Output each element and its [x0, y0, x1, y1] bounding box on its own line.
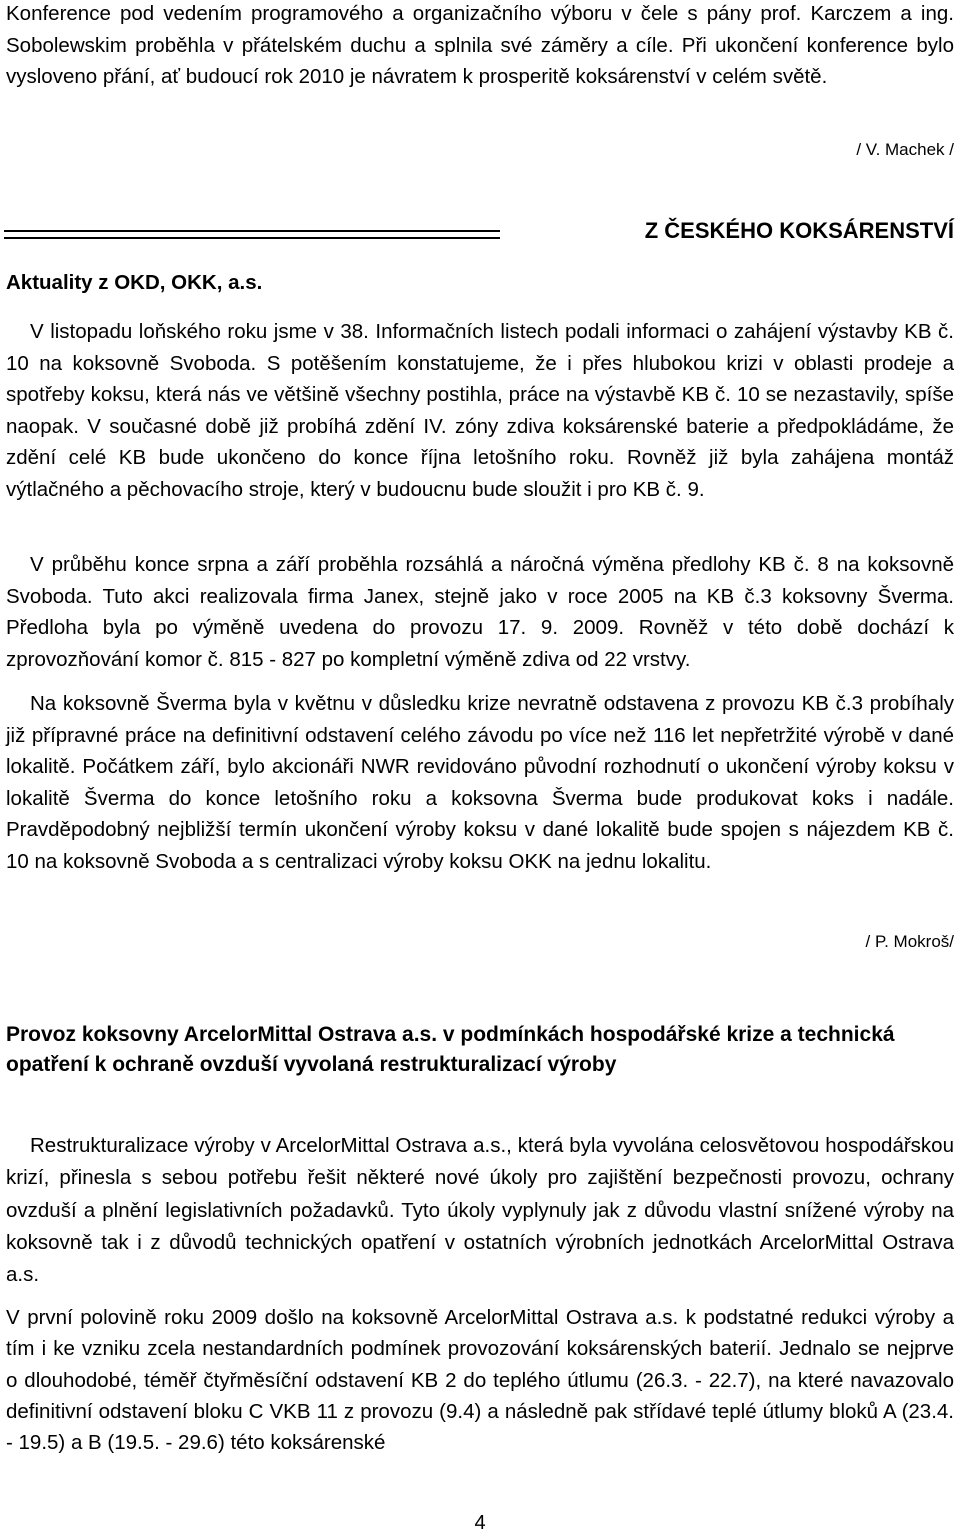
news-text-3: Na koksovně Šverma byla v květnu v důsledku krize nevratně odstavena z provozu KB č.3 probíhaly již přípravné práce na definitivní odstavení celého závodu po více než 116 let nepřetržité výrobě v dané lokalitě. Počátkem září, bylo akcionáři NWR revidováno původní rozhodnutí o ukončení výroby koksu v lokalitě Šverma do konce letošního roku a koksovna Šverma bude produkovat koks i nadále. Pravděpodobný nejbližší termín ukončení výroby koksu v dané lokalitě bude spojen s nájezdem KB č. 10 na koksovně Svoboda a s centralizaci výroby koksu OKK na jednu lokalitu.	[6, 692, 954, 873]
news-paragraph-2	[6, 549, 954, 675]
article-title: Provoz koksovny ArcelorMittal Ostrava a.s. v podmínkách hospodářské krize a technická opatření k ochraně ovzduší vyvolaná restrukturalizací výroby	[6, 1023, 895, 1076]
section-divider-top	[4, 230, 500, 232]
intro-signature: / V. Machek /	[856, 140, 954, 159]
page-number: 4	[474, 1512, 486, 1534]
section-subtitle: Aktuality z OKD, OKK, a.s.	[6, 271, 263, 294]
article-paragraph-1	[6, 1130, 954, 1291]
intro-text: Konference pod vedením programového a organizačního výboru v čele s pány prof. Karczem a ing. Sobolewskim proběhla v přátelském duchu a splnila své záměry a cíle. Při ukončení konference bylo vysloveno přání, ať budoucí rok 2010 je návratem k prosperitě koksárenství v celém světě.	[6, 2, 954, 88]
section-divider-bottom	[4, 237, 500, 239]
news-text-2: V průběhu konce srpna a září proběhla rozsáhlá a náročná výměna předlohy KB č. 8 na koksovně Svoboda. Tuto akci realizovala firma Janex, stejně jako v roce 2005 na KB č.3 koksovny Šverma. Předloha byla po výměně uvedena do provozu 17. 9. 2009. Rovněž v této době dochází k zprovozňování komor č. 815 - 827 po kompletní výměně zdiva od 22 vrstvy.	[6, 553, 954, 671]
article-text-1: Restrukturalizace výroby v ArcelorMittal Ostrava a.s., která byla vyvolána celosvětovou hospodářskou krizí, přinesla s sebou potřebu řešit některé nové úkoly pro zajištění bezpečnosti provozu, ochrany ovzduší a plnění legislativních požadavků. Tyto úkoly vyplynuly jak z důvodu vlastní snížené výroby na koksovně tak i z důvodů technických opatření v ostatních výrobních jednotkách ArcelorMittal Ostrava a.s.	[6, 1134, 954, 1287]
news-text-1: V listopadu loňského roku jsme v 38. Informačních listech podali informaci o zahájení výstavby KB č. 10 na koksovně Svoboda. S potěšením konstatujeme, že i přes hlubokou krizi v oblasti prodeje a spotřeby koksu, která nás ve většině všechny postihla, práce na výstavbě KB č. 10 se nezastavily, spíše naopak. V současné době již probíhá zdění IV. zóny zdiva koksárenské baterie a předpokládáme, že zdění celé KB bude ukončeno do konce října letošního roku. Rovněž již byla zahájena montáž výtlačného a pěchovacího stroje, který v budoucnu bude sloužit i pro KB č. 9.	[6, 320, 954, 501]
article-paragraph-2	[6, 1302, 954, 1458]
news-paragraph-3	[6, 688, 954, 877]
intro-paragraph	[6, 0, 954, 93]
news-paragraph-1	[6, 316, 954, 505]
section-title: Z ČESKÉHO KOKSÁRENSTVÍ	[644, 218, 954, 243]
news-signature: / P. Mokroš/	[865, 932, 954, 951]
article-text-2: V první polovině roku 2009 došlo na koksovně ArcelorMittal Ostrava a.s. k podstatné redukci výroby a tím i ke vzniku zcela nestandardních podmínek provozování koksárenských baterií. Jednalo se nejprve o dlouhodobé, téměř čtyřměsíční odstavení KB 2 do teplého útlumu (26.3. - 22.7), na které navazovalo definitivní odstavení bloku C VKB 11 z provozu (9.4) a následně pak střídavé teplé útlumy bloků A (23.4. - 19.5) a B (19.5. - 29.6) této koksárenské	[6, 1306, 954, 1455]
